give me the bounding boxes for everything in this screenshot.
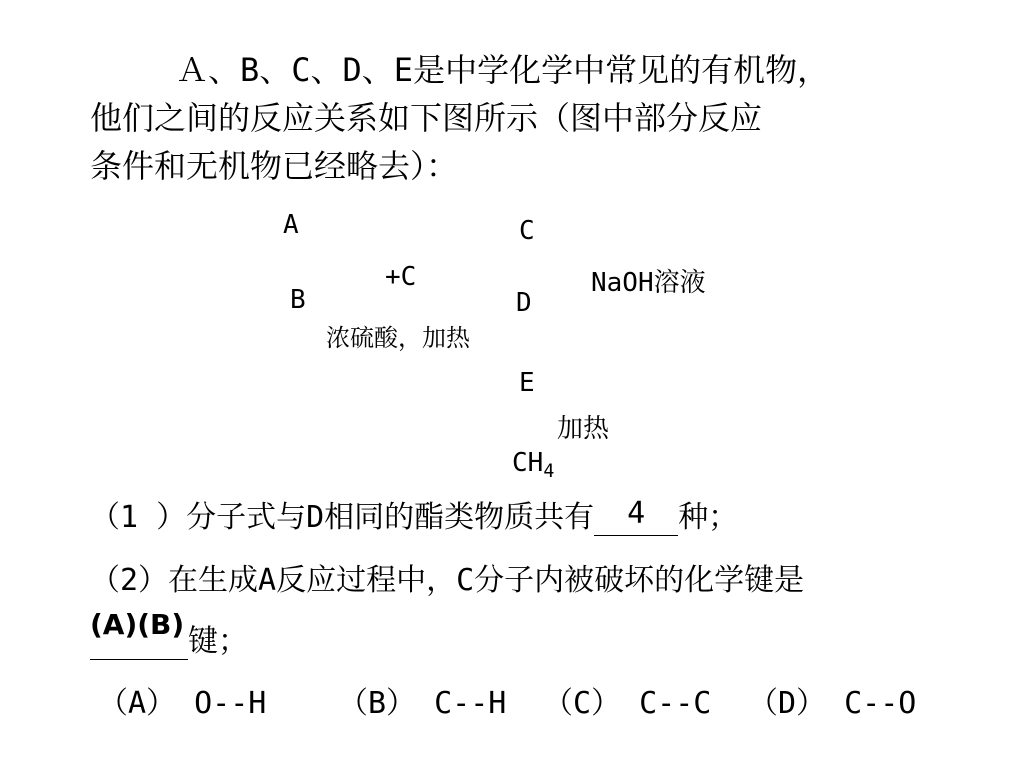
q2-answer-blank bbox=[90, 624, 188, 660]
q1-suffix: 种； bbox=[678, 500, 739, 535]
option-c: （C） C--C bbox=[543, 686, 712, 721]
option-a: （A） O--H bbox=[98, 686, 267, 721]
node-e: E bbox=[519, 368, 535, 398]
naoh-label: NaOH溶液 bbox=[591, 268, 706, 298]
option-b: （B） C--H bbox=[338, 686, 507, 721]
q1-answer-blank bbox=[594, 496, 678, 536]
node-ch4 bbox=[512, 448, 554, 482]
ch4-subscript: 4 bbox=[543, 461, 555, 483]
option-d: （D） C--O bbox=[748, 686, 917, 721]
q1-answer: 4 bbox=[627, 496, 646, 531]
node-d: D bbox=[516, 288, 532, 318]
node-c: C bbox=[519, 216, 535, 246]
ch4-main: CH bbox=[512, 448, 544, 478]
node-a: A bbox=[283, 210, 299, 240]
acid-heat-label: 浓硫酸，加热 bbox=[326, 324, 470, 352]
node-b: B bbox=[290, 285, 306, 315]
intro-line-3: 条件和无机物已经略去）： bbox=[90, 147, 459, 185]
plus-c-label: +C bbox=[385, 262, 417, 292]
q1-text: （1 ）分子式与D相同的酯类物质共有 bbox=[90, 500, 595, 535]
intro-paragraph bbox=[90, 46, 990, 190]
question-1 bbox=[90, 492, 738, 536]
intro-line-1: Ａ、B、C、D、E是中学化学中常见的有机物， bbox=[176, 51, 830, 89]
heat-label: 加热 bbox=[557, 414, 610, 444]
intro-line-2: 他们之间的反应关系如下图所示（图中部分反应 bbox=[90, 99, 763, 137]
q2-blank-line bbox=[90, 616, 248, 660]
question-2: （2）在生成A反应过程中，C分子内被破坏的化学键是 bbox=[90, 563, 805, 598]
q2-answer: (A)(B) bbox=[90, 608, 185, 641]
q2-suffix: 键； bbox=[188, 624, 248, 659]
